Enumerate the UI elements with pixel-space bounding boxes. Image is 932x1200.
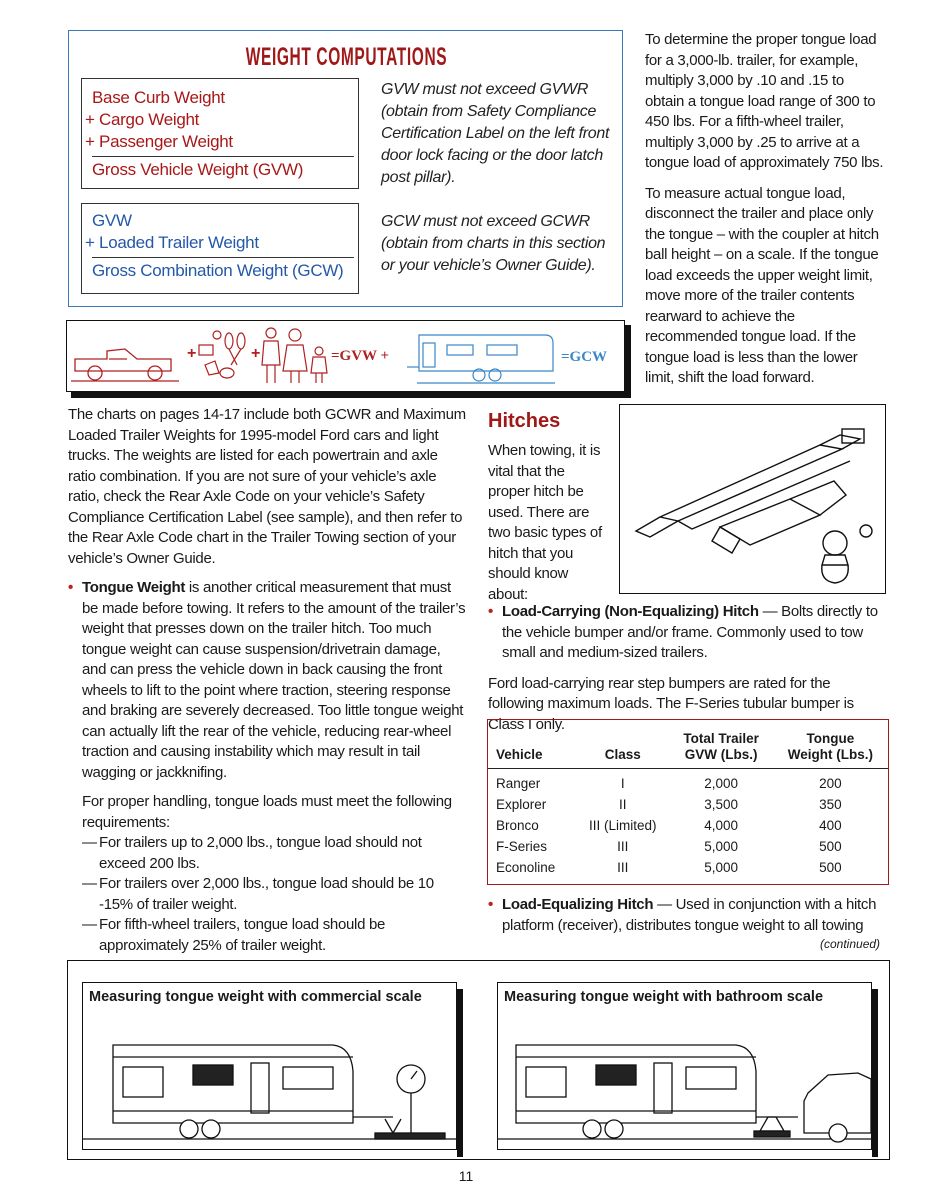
cell-tongue: 400 bbox=[819, 817, 842, 833]
gcw-result: Gross Combination Weight (GCW) bbox=[92, 261, 344, 280]
gcw-sum-rule bbox=[92, 257, 354, 258]
requirement-item bbox=[82, 874, 468, 915]
header-tongue bbox=[773, 720, 888, 768]
table-row bbox=[488, 857, 888, 878]
load-equalizing-term: Load-Equalizing Hitch bbox=[502, 896, 654, 913]
header-tongue-line2: Weight (Lbs.) bbox=[787, 746, 873, 762]
cell-class: III (Limited) bbox=[589, 817, 657, 833]
cell-class: II bbox=[619, 796, 627, 812]
requirement-text: For fifth-wheel trailers, tongue load should be approximately 25% of trailer weight. bbox=[99, 916, 386, 954]
bumper-note: Ford load-carrying rear step bumpers are rated for the following maximum loads. The F-Series tubular bumper is Class I only. bbox=[488, 674, 854, 733]
cell-class: I bbox=[620, 775, 625, 791]
passengers-icon bbox=[262, 328, 327, 383]
hitch-ball-icon bbox=[822, 531, 848, 583]
equals-gvw-label: =GVW + bbox=[331, 348, 390, 364]
bullet-icon: • bbox=[68, 579, 73, 596]
cell-gvw: 5,000 bbox=[704, 838, 738, 854]
cell-tongue: 500 bbox=[819, 838, 842, 854]
bathroom-scale-art bbox=[498, 983, 871, 1149]
cell-class: III bbox=[617, 859, 629, 875]
cell-vehicle: Bronco bbox=[496, 817, 539, 833]
gvw-line-base: Base Curb Weight bbox=[92, 88, 225, 107]
cell-vehicle: Econoline bbox=[496, 859, 556, 875]
hitches-intro: When towing, it is vital that the proper hitch be used. There are two basic types of hitch that you should know about: bbox=[488, 442, 602, 603]
cell-tongue: 500 bbox=[819, 859, 842, 875]
page-number: 11 bbox=[458, 1168, 474, 1184]
table-row bbox=[488, 836, 888, 857]
load-equalizing-text: — Used in conjunction with a hitch platform (receiver), distributes tongue weight to all towing bbox=[502, 896, 877, 934]
tow-car-icon bbox=[804, 1073, 871, 1142]
hitch-drawing bbox=[620, 405, 884, 592]
requirements-intro: For proper handling, tongue loads must meet the following requirements: bbox=[82, 793, 452, 831]
equals-gcw-label: =GCW bbox=[561, 349, 608, 365]
hitch-bar-icon bbox=[636, 429, 872, 553]
commercial-scale-title: Measuring tongue weight with commercial scale bbox=[89, 989, 422, 1005]
tongue-load-example: To determine the proper tongue load for a 3,000-lb. trailer, for example, multiply 3,000 by .10 and .15 to obtain a tongue load range of 300 to 450 lbs. For a fifth-wheel trailer, multiply 3,000 by .25 to arrive at a tongue load of approximately 750 lbs. bbox=[645, 31, 884, 171]
bumper-ratings-table bbox=[487, 719, 889, 885]
load-carrying-bullet bbox=[488, 602, 883, 664]
travel-trailer-icon bbox=[407, 335, 555, 383]
formula-art bbox=[67, 321, 623, 390]
pickup-truck-icon bbox=[71, 349, 179, 381]
table-row bbox=[488, 815, 888, 836]
tongue-weight-bullet bbox=[68, 578, 468, 783]
cargo-items-icon bbox=[199, 331, 245, 378]
bathroom-scale-icon bbox=[754, 1117, 790, 1137]
charts-intro: The charts on pages 14-17 include both GCWR and Maximum Loaded Trailer Weights for 1995-model Ford cars and light trucks. The weights are listed for each powertrain and axle ratio combination. If you are not sure of your vehicle’s axle ratio, check the Rear Axle Code on your vehicle’s Safety Compliance Certification Label (see sample), and then refer to the Rear Axle Code chart in the Trailer Towing section of your vehicle’s Owner Guide. bbox=[68, 406, 466, 567]
table-row bbox=[488, 794, 888, 815]
commercial-scale-icon bbox=[375, 1065, 445, 1139]
scale-illustrations bbox=[67, 960, 890, 1160]
dash-marker: — bbox=[82, 875, 97, 892]
dash-marker: — bbox=[82, 834, 97, 851]
bathroom-scale-title: Measuring tongue weight with bathroom scale bbox=[504, 989, 824, 1005]
formula-illustration bbox=[66, 320, 625, 392]
gvw-note: GVW must not exceed GVWR (obtain from Safety Compliance Certification Label on the left front door lock facing or the door latch post pillar). bbox=[381, 81, 610, 186]
header-class: Class bbox=[604, 746, 641, 762]
requirement-item bbox=[82, 915, 468, 956]
table-row bbox=[488, 768, 888, 794]
header-gvw-line1: Total Trailer bbox=[683, 730, 759, 746]
requirement-text: For trailers up to 2,000 lbs., tongue load should not exceed 200 lbs. bbox=[99, 834, 422, 872]
gvw-result: Gross Vehicle Weight (GVW) bbox=[92, 160, 304, 179]
gvw-line-cargo: + Cargo Weight bbox=[85, 110, 200, 129]
cell-tongue: 350 bbox=[819, 796, 842, 812]
cell-vehicle: Explorer bbox=[496, 796, 547, 812]
bullet-icon: • bbox=[488, 603, 493, 620]
table-header-row bbox=[488, 720, 888, 768]
gvw-line-passenger: + Passenger Weight bbox=[85, 132, 233, 151]
load-equalizing-bullet bbox=[488, 895, 888, 936]
bullet-icon: • bbox=[488, 896, 493, 913]
load-carrying-text: — Bolts directly to the vehicle bumper and/or frame. Commonly used to tow small and medium-sized trailers. bbox=[502, 603, 878, 661]
bathroom-scale-panel bbox=[497, 982, 872, 1150]
travel-trailer-icon bbox=[83, 1045, 456, 1139]
cell-gvw: 3,500 bbox=[704, 796, 738, 812]
continued-label: (continued) bbox=[820, 937, 881, 951]
cell-class: III bbox=[617, 838, 629, 854]
gcw-line-gvw: GVW bbox=[92, 211, 132, 230]
requirement-text: For trailers over 2,000 lbs., tongue load should be 10 -15% of trailer weight. bbox=[99, 875, 434, 913]
requirement-item bbox=[82, 833, 468, 874]
cell-gvw: 4,000 bbox=[704, 817, 738, 833]
cell-gvw: 2,000 bbox=[704, 775, 738, 791]
header-gvw bbox=[669, 720, 772, 768]
tongue-weight-term: Tongue Weight bbox=[82, 579, 186, 596]
commercial-scale-panel bbox=[82, 982, 457, 1150]
left-column bbox=[68, 405, 468, 956]
gcw-note: GCW must not exceed GCWR (obtain from charts in this section or your vehicle’s Owner Guide). bbox=[381, 213, 606, 274]
gcw-line-trailer: + Loaded Trailer Weight bbox=[85, 233, 259, 252]
cell-gvw: 5,000 bbox=[704, 859, 738, 875]
gcw-calculation-box bbox=[81, 203, 359, 294]
plus-sign-2: + bbox=[251, 345, 261, 362]
weight-computations-title: WEIGHT COMPUTATIONS bbox=[245, 43, 448, 71]
dash-marker: — bbox=[82, 916, 97, 933]
tongue-load-explanation bbox=[645, 30, 885, 399]
weight-computations-box bbox=[68, 30, 623, 307]
gvw-calculation-box bbox=[81, 78, 359, 189]
hitches-heading: Hitches bbox=[488, 410, 561, 432]
cell-tongue: 200 bbox=[819, 775, 842, 791]
cell-vehicle: Ranger bbox=[496, 775, 541, 791]
tongue-weight-text: is another critical measurement that must be made before towing. It refers to the amount of the trailer’s weight that presses down on the trailer hitch. Too much tongue weight can cause suspension/drivetrain damage, and can press the vehicle down in back causing the front wheels to lift to the point where traction, steering response and braking are severely decreased. Too little tongue weight can actually lift the rear of the vehicle, reducing rear-wheel traction and causing instability which may result in tail wagging or jackknifing. bbox=[82, 579, 466, 781]
cell-vehicle: F-Series bbox=[496, 838, 548, 854]
header-vehicle: Vehicle bbox=[496, 746, 543, 762]
gvw-sum-rule bbox=[92, 156, 354, 157]
header-gvw-line2: GVW (Lbs.) bbox=[684, 746, 758, 762]
tongue-load-measure: To measure actual tongue load, disconnect the trailer and place only the tongue – with the coupler at hitch ball height – on a scale. If the tongue load exceeds the upper weight limit, move more of the trailer contents rearward to achieve the recommended tongue load. If the tongue load is less than the lower limit, shift the load forward. bbox=[645, 184, 879, 386]
plus-sign-1: + bbox=[187, 345, 197, 362]
load-carrying-term: Load-Carrying (Non-Equalizing) Hitch bbox=[502, 603, 759, 620]
header-tongue-line1: Tongue bbox=[806, 730, 855, 746]
hitch-illustration bbox=[619, 404, 886, 594]
commercial-scale-art bbox=[83, 983, 456, 1149]
